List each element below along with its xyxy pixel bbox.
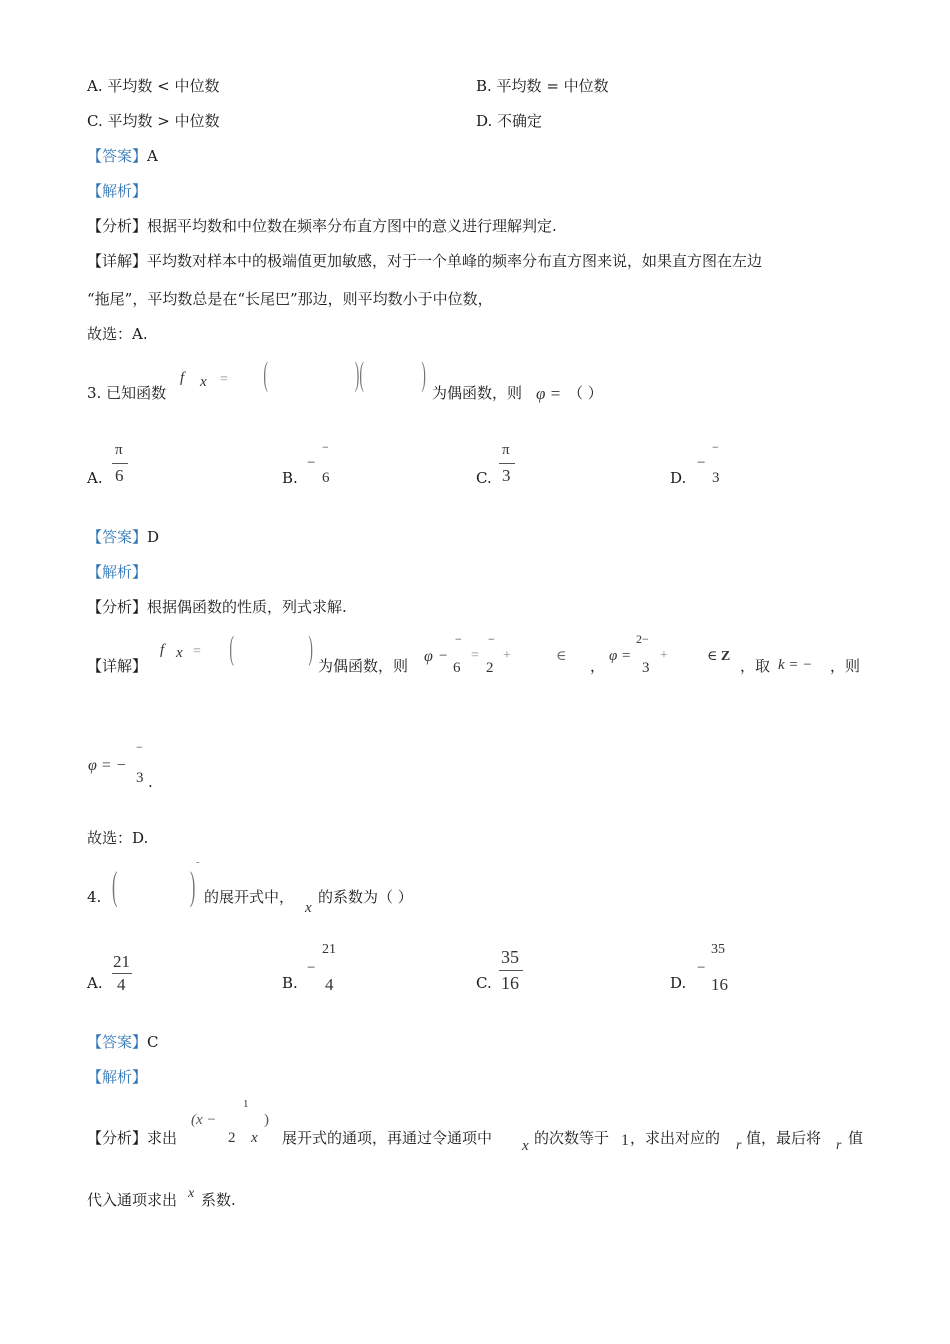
q2-detail-line-2: “拖尾”，平均数总是在“长尾巴”那边，则平均数小于中位数， (87, 290, 493, 308)
q3-detail-frac1-den: 6 (453, 660, 461, 676)
q3-option-b-minus: − (307, 455, 316, 471)
q3-detail-equals-2: = (471, 648, 479, 663)
q4-analysis-3: 的次数等于 (534, 1129, 610, 1147)
q3-detail-k: k = − (778, 657, 813, 673)
q4-analysis-2: 展开式的通项，再通过令通项中 (282, 1129, 493, 1147)
q3-option-d-num: − (712, 440, 719, 454)
q3-detail-take: ，取 (740, 657, 771, 675)
q3-phi-eq: φ = (536, 384, 562, 403)
q4-expr-den-x: x (251, 1130, 258, 1146)
q3-number: 3. 已知函数 (87, 384, 167, 402)
option-a: A. 平均数 < 中位数 (87, 77, 220, 95)
q3-final-dot: . (148, 773, 153, 791)
q4-option-b-den: 4 (325, 975, 334, 994)
q3-final-phi: φ = − (88, 757, 127, 774)
q4-expr-close: ) (264, 1112, 269, 1128)
q4-expr-num: 1 (243, 1098, 249, 1110)
q3-detail-plus: + (503, 648, 511, 663)
q3-option-c-num: π (502, 442, 510, 458)
q3-detail-frac2-num: − (488, 632, 495, 646)
q3-final-num: − (136, 740, 143, 754)
q3-option-c-den: 3 (502, 466, 511, 485)
q4-analysis-r1: r (736, 1138, 742, 1153)
q3-detail-frac3-num: 2− (636, 632, 649, 646)
q3-paren: （ ） (568, 384, 603, 402)
q3-equals: = (220, 372, 228, 387)
q4-right-paren: ) (189, 863, 196, 908)
q3-option-b-label: B. (282, 469, 298, 487)
q3-option-a-num: π (115, 442, 123, 458)
q3-detail-frac3-den: 3 (642, 660, 650, 676)
q3-f-symbol: f (180, 370, 185, 386)
q3-detail-phi2: φ = (609, 648, 632, 664)
q4-answer: 【答案】C (87, 1033, 159, 1051)
q3-detail-in: ∈ (556, 649, 567, 664)
q4-option-d-den: 16 (711, 975, 728, 994)
q3-detail-plus2: + (660, 648, 668, 663)
q4-option-c-den: 16 (501, 973, 519, 993)
q3-option-d-den: 3 (712, 470, 720, 486)
q3-detail-comma: ， (590, 657, 606, 675)
q4-number: 4. (87, 888, 102, 906)
q3-detail-label: 【详解】 (87, 657, 148, 675)
q3-analysis: 【分析】根据偶函数的性质，列式求解. (87, 598, 347, 616)
q3-detail-minus: − (439, 648, 448, 664)
q3-detail-in-z: ∈ Z (707, 649, 731, 664)
q4-jiexi-heading: 【解析】 (87, 1068, 148, 1086)
q4-option-a-label: A. (87, 974, 103, 992)
q3-final-den: 3 (136, 770, 144, 786)
q4-analysis-7: 代入通项求出 (87, 1191, 178, 1209)
q3-detail-equals: = (193, 644, 201, 659)
q4-left-paren: ( (111, 863, 118, 908)
option-b: B. 平均数 = 中位数 (476, 77, 609, 95)
q4-analysis-8: 系数. (201, 1191, 236, 1209)
q4-stem-x: x (305, 900, 312, 916)
q3-option-b-num: − (322, 440, 329, 454)
q3-option-c-label: C. (476, 469, 492, 487)
q4-expr-den-2: 2 (228, 1130, 236, 1146)
option-c: C. 平均数 > 中位数 (87, 112, 220, 130)
q3-option-d-label: D. (670, 469, 687, 487)
q3-option-a-bar (112, 463, 128, 464)
q4-option-c-bar (499, 970, 523, 971)
q4-expr: (x − (191, 1112, 217, 1128)
q3-detail-then: ，则 (830, 657, 861, 675)
q4-analysis-r2: r (836, 1138, 842, 1153)
q4-option-b-minus: − (307, 960, 316, 976)
option-d: D. 不确定 (476, 112, 543, 130)
q4-stem-1: 的展开式中， (204, 888, 295, 906)
q3-option-d-minus: − (697, 455, 706, 471)
q3-right-paren: ) (421, 356, 426, 393)
q4-option-c-label: C. (476, 974, 492, 992)
q4-analysis-x: x (522, 1138, 529, 1154)
q3-option-b-den: 6 (322, 470, 330, 486)
q3-left-paren: ( (263, 356, 268, 393)
q3-detail-f: f (160, 642, 165, 658)
q3-detail-phi: φ (424, 648, 433, 665)
q4-analysis-5: 值，最后将 (746, 1129, 822, 1147)
q3-option-a-label: A. (87, 469, 103, 487)
q4-option-b-num: 21 (322, 942, 336, 957)
q4-analysis-label: 【分析】求出 (87, 1129, 178, 1147)
q4-option-d-minus: − (697, 960, 706, 976)
q3-answer: 【答案】D (87, 528, 160, 546)
q3-conclusion: 故选：D. (87, 829, 149, 847)
q3-jiexi-heading: 【解析】 (87, 563, 148, 581)
q3-detail-frac1-num: − (455, 632, 462, 646)
q2-conclusion: 故选：A. (87, 325, 148, 343)
q4-option-c-num: 35 (501, 947, 519, 967)
q3-detail-right-paren: ) (308, 630, 313, 667)
q4-analysis-x2: x (188, 1186, 195, 1201)
q3-stem-mid: 为偶函数，则 (432, 384, 523, 402)
q4-option-a-num: 21 (113, 952, 130, 971)
q4-exponent: - (196, 856, 200, 868)
q3-detail-left-paren: ( (229, 630, 234, 667)
q4-option-b-label: B. (282, 974, 298, 992)
q2-jiexi-heading: 【解析】 (87, 182, 148, 200)
q4-option-a-bar (112, 973, 132, 974)
q4-option-d-label: D. (670, 974, 687, 992)
q3-option-c-bar (499, 463, 515, 464)
q2-analysis: 【分析】根据平均数和中位数在频率分布直方图中的意义进行理解判定. (87, 217, 557, 235)
q4-option-a-den: 4 (117, 975, 126, 994)
q2-detail-line-1: 【详解】平均数对样本中的极端值更加敏感，对于一个单峰的频率分布直方图来说，如果直方图在左边 (87, 252, 763, 270)
q4-analysis-one: 1 (621, 1132, 629, 1149)
q3-mid-paren: )( (354, 356, 364, 393)
q4-analysis-6: 值 (848, 1129, 864, 1147)
q3-x-symbol: x (200, 374, 207, 390)
q4-option-d-num: 35 (711, 942, 725, 957)
q3-option-a-den: 6 (115, 466, 124, 485)
q3-detail-frac2-den: 2 (486, 660, 494, 676)
q4-stem-2: 的系数为（ ） (318, 888, 413, 906)
q2-answer: 【答案】A (87, 147, 158, 165)
q3-detail-mid: 为偶函数，则 (318, 657, 409, 675)
q3-detail-x: x (176, 645, 183, 661)
q4-analysis-4: ，求出对应的 (630, 1129, 721, 1147)
